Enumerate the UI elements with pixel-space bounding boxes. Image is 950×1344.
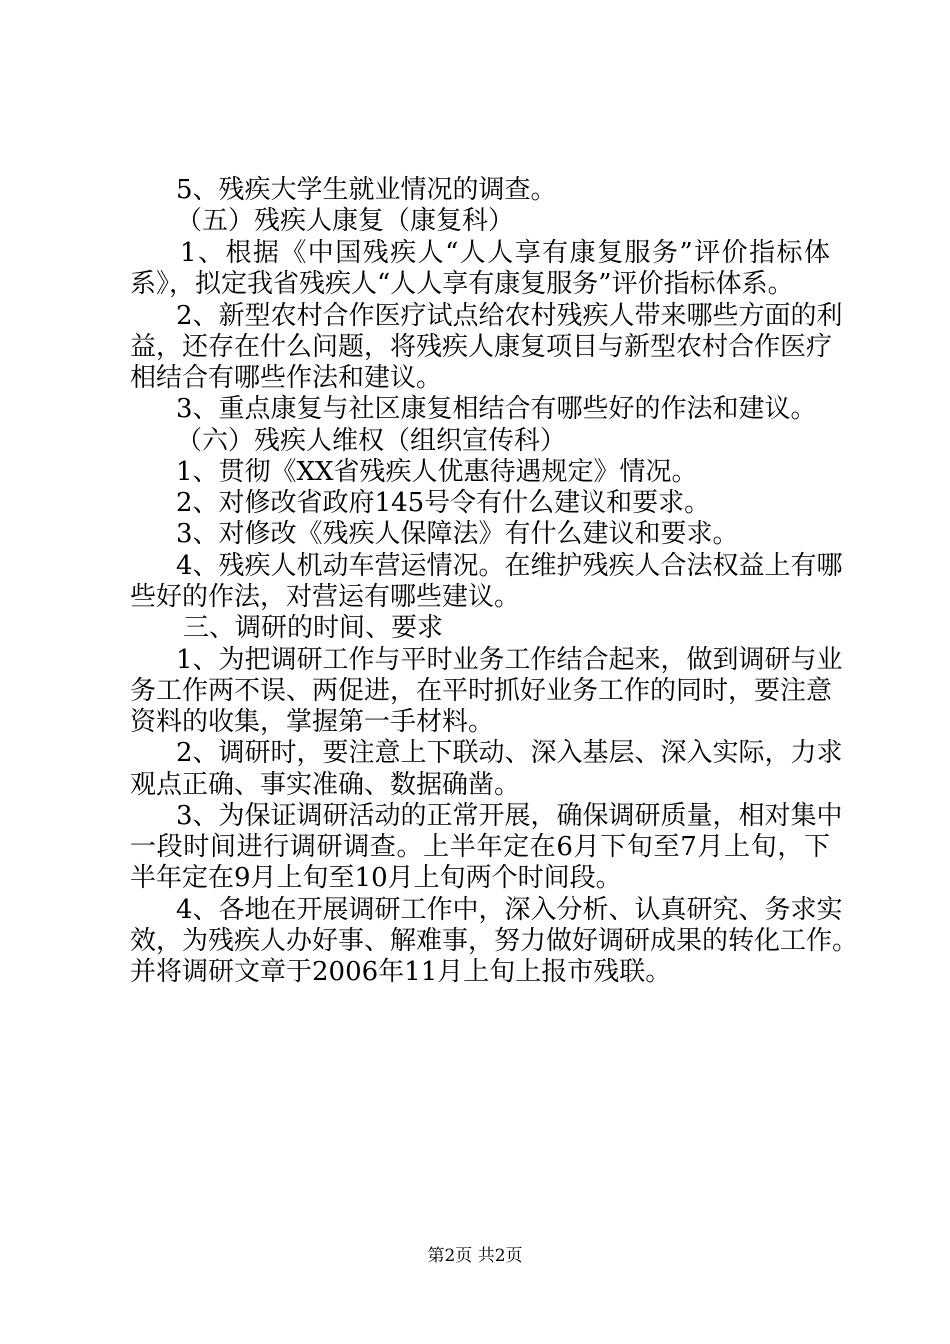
body-line: 4、各地在开展调研工作中，深入分析、认真研究、务求实 xyxy=(176,895,843,925)
body-line: 2、对修改省政府145号令有什么建议和要求。 xyxy=(176,488,711,518)
section-heading-rehabilitation: （五）残疾人康复（康复科） xyxy=(176,206,515,236)
body-line: 系》，拟定我省残疾人“人人享有康复服务”评价指标体系。 xyxy=(130,269,794,299)
body-line: 效，为残疾人办好事、解难事，努力做好调研成果的转化工作。 xyxy=(130,926,859,956)
body-line: 相结合有哪些作法和建议。 xyxy=(130,363,443,393)
body-line: 1、贯彻《XX省残疾人优惠待遇规定》情况。 xyxy=(176,457,698,487)
section-heading-rights: （六）残疾人维权（组织宣传科） xyxy=(176,426,567,456)
body-line: 并将调研文章于2006年11月上旬上报市残联。 xyxy=(130,957,672,987)
body-line: 2、调研时，要注意上下联动、深入基层、深入实际，力求 xyxy=(176,738,843,768)
body-line: 4、残疾人机动车营运情况。在维护残疾人合法权益上有哪 xyxy=(176,551,843,581)
body-line: 1、为把调研工作与平时业务工作结合起来，做到调研与业 xyxy=(176,645,843,675)
body-line: 3、对修改《残疾人保障法》有什么建议和要求。 xyxy=(176,519,739,549)
body-line: 些好的作法，对营运有哪些建议。 xyxy=(130,582,521,612)
section-heading-schedule: 三、调研的时间、要求 xyxy=(183,613,444,643)
page-number-footer: 第2页 共2页 xyxy=(427,1246,523,1266)
body-line: 益，还存在什么问题，将残疾人康复项目与新型农村合作医疗 xyxy=(130,332,833,362)
body-line: 2、新型农村合作医疗试点给农村残疾人带来哪些方面的利 xyxy=(176,301,843,331)
body-line: 3、为保证调研活动的正常开展，确保调研质量，相对集中 xyxy=(176,801,843,831)
body-line: 观点正确、事实准确、数据确凿。 xyxy=(130,770,521,800)
body-line: 1、根据《中国残疾人“人人享有康复服务”评价指标体 xyxy=(180,238,830,268)
body-line: 资料的收集，掌握第一手材料。 xyxy=(130,707,495,737)
body-line: 5、残疾大学生就业情况的调查。 xyxy=(176,175,557,205)
body-line: 务工作两不误、两促进，在平时抓好业务工作的同时，要注意 xyxy=(130,676,833,706)
body-line: 3、重点康复与社区康复相结合有哪些好的作法和建议。 xyxy=(176,394,817,424)
body-line: 半年定在9月上旬至10月上旬两个时间段。 xyxy=(130,863,622,893)
body-line: 一段时间进行调研调查。上半年定在6月下旬至7月上旬，下 xyxy=(130,832,830,862)
